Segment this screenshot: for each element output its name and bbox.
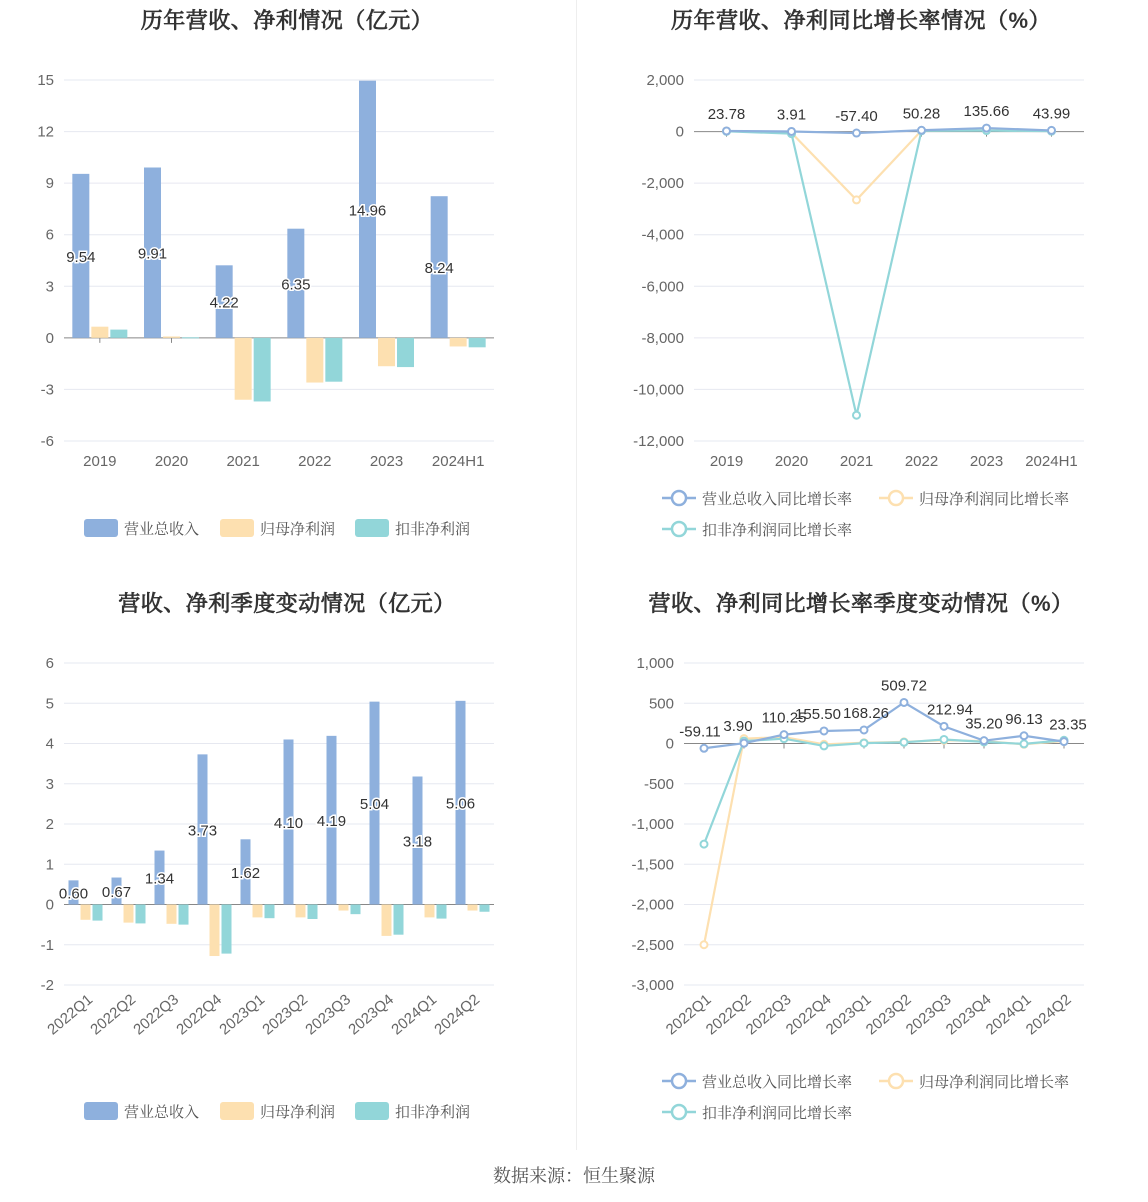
data-point	[701, 941, 708, 948]
bar	[235, 338, 252, 400]
bar	[93, 905, 103, 921]
x-tick-label: 2023Q3	[902, 991, 955, 1039]
bar	[265, 905, 275, 919]
point-value-label: 110.25	[761, 709, 807, 727]
data-point	[741, 740, 748, 747]
legend-marker	[672, 1105, 686, 1119]
x-tick-label: 2024H1	[431, 453, 485, 470]
legend-label: 营业总收入	[124, 521, 200, 538]
x-tick-label: 2019	[83, 453, 117, 470]
quarterly-revenue-profit-panel	[0, 583, 574, 1163]
x-tick-label: 2021	[226, 453, 260, 470]
legend-marker	[889, 491, 903, 505]
data-point	[853, 130, 860, 137]
data-point	[901, 699, 908, 706]
x-tick-label: 2020	[154, 453, 189, 470]
annual-revenue-profit-chart	[0, 0, 574, 580]
legend-marker	[672, 1074, 686, 1088]
data-point	[941, 723, 948, 730]
point-value-label: 135.66	[963, 103, 1010, 121]
y-tick-label: -3,000	[631, 977, 674, 994]
x-tick-label: 2022Q4	[173, 991, 226, 1039]
bar	[222, 905, 232, 954]
y-tick-label: -4,000	[641, 226, 684, 244]
bar-value-label: 0.60	[58, 885, 89, 903]
point-value-label: -59.11	[679, 723, 721, 741]
y-tick-label: -2	[40, 977, 54, 994]
x-tick-label: 2023Q2	[862, 991, 915, 1039]
y-tick-label: 0	[45, 329, 54, 347]
legend-label: 扣非净利润	[395, 521, 471, 538]
bar	[425, 905, 435, 918]
point-value-label: 212.94	[927, 701, 973, 719]
data-point	[701, 745, 708, 752]
y-tick-label: -1	[40, 936, 54, 954]
bar	[296, 905, 306, 918]
x-tick-label: 2022	[298, 453, 332, 470]
quarterly-growth-panel	[574, 583, 1148, 1163]
y-tick-label: 9	[45, 175, 54, 193]
x-tick-label: 2023Q4	[345, 991, 398, 1039]
x-tick-label: 2022Q2	[87, 991, 140, 1039]
bar	[394, 905, 404, 935]
x-tick-label: 2023Q1	[822, 991, 875, 1039]
y-tick-label: 0	[45, 896, 54, 914]
y-tick-label: -8,000	[641, 329, 684, 347]
y-tick-label: -1,000	[631, 816, 674, 833]
x-tick-label: 2022Q3	[742, 991, 795, 1039]
bar-value-label: 9.91	[137, 245, 168, 263]
y-tick-label: 2,000	[646, 72, 684, 89]
bar	[91, 327, 108, 338]
bar	[163, 336, 180, 337]
bar	[480, 905, 490, 912]
bar-value-label: 4.19	[316, 813, 347, 831]
bar	[210, 905, 220, 957]
bar	[437, 905, 447, 919]
point-value-label: 50.28	[902, 105, 941, 123]
y-tick-label: -12,000	[633, 433, 684, 450]
data-point	[821, 742, 828, 749]
y-tick-label: 12	[37, 123, 54, 141]
y-tick-label: 1	[45, 856, 54, 874]
data-point	[918, 127, 925, 134]
bar-value-label: 4.10	[273, 814, 304, 832]
legend-label: 扣非净利润同比增长率	[702, 522, 853, 539]
data-source-footer: 数据来源：恒生聚源	[493, 1166, 655, 1186]
legend-label: 营业总收入同比增长率	[702, 1074, 853, 1091]
y-tick-label: 6	[45, 655, 54, 672]
bar	[179, 905, 189, 925]
x-tick-label: 2023	[369, 453, 404, 470]
y-tick-label: 0	[675, 123, 684, 141]
quarterly-growth-chart	[574, 583, 1148, 1163]
legend-marker	[672, 522, 686, 536]
x-tick-label: 2023Q1	[216, 991, 269, 1039]
legend-label: 归母净利润同比增长率	[919, 1074, 1070, 1091]
point-value-label: 35.20	[965, 715, 1003, 733]
bar-value-label: 5.06	[445, 795, 476, 813]
x-tick-label: 2022Q4	[782, 991, 835, 1039]
bar	[110, 330, 127, 338]
bar	[351, 905, 361, 915]
legend-label: 归母净利润	[260, 1104, 336, 1121]
bar	[450, 338, 467, 347]
data-point	[781, 731, 788, 738]
bar	[253, 905, 263, 918]
bar	[469, 338, 486, 347]
data-point	[1021, 732, 1028, 739]
point-value-label: 3.91	[776, 106, 807, 124]
chart-title: 营收、净利季度变动情况（亿元）	[118, 591, 456, 616]
data-point	[1021, 740, 1028, 747]
point-value-label: 155.50	[795, 705, 841, 723]
legend-label: 扣非净利润	[395, 1104, 471, 1121]
y-tick-label: -2,000	[641, 175, 684, 193]
bar	[306, 338, 323, 383]
data-point	[981, 737, 988, 744]
bar-value-label: 1.62	[230, 864, 261, 882]
x-tick-label: 2019	[709, 453, 744, 470]
x-tick-label: 2023Q3	[302, 991, 355, 1039]
y-tick-label: -10,000	[633, 381, 684, 399]
legend-swatch	[220, 1102, 254, 1120]
y-tick-label: -500	[643, 775, 674, 793]
point-value-label: -57.40	[835, 108, 878, 126]
bar	[254, 338, 271, 402]
x-tick-label: 2024Q2	[431, 991, 484, 1039]
data-point	[861, 726, 868, 733]
y-tick-label: -3	[40, 381, 54, 399]
point-value-label: 23.78	[707, 105, 746, 123]
data-point	[723, 127, 730, 134]
y-tick-label: 1,000	[636, 655, 674, 672]
annual-growth-chart	[574, 0, 1148, 580]
y-tick-label: -1,500	[631, 856, 674, 874]
bar-value-label: 6.35	[281, 276, 311, 294]
series-line	[704, 737, 1064, 945]
y-tick-label: 3	[45, 278, 54, 296]
y-tick-label: 500	[648, 695, 674, 713]
data-point	[788, 128, 795, 135]
y-tick-label: 3	[45, 775, 54, 793]
series-line	[727, 131, 1052, 416]
x-tick-label: 2021	[839, 453, 874, 470]
point-value-label: 96.13	[1005, 710, 1043, 728]
data-point	[941, 736, 948, 743]
legend-marker	[889, 1074, 903, 1088]
point-value-label: 23.35	[1049, 716, 1087, 734]
data-point	[853, 412, 860, 419]
annual-revenue-profit-panel	[0, 0, 574, 580]
series-line	[727, 130, 1052, 200]
data-point	[901, 739, 908, 746]
legend-marker	[672, 491, 686, 505]
bar-value-label: 3.73	[187, 822, 218, 840]
x-tick-label: 2022Q2	[702, 991, 755, 1039]
series-line	[704, 739, 1064, 844]
x-tick-label: 2024Q1	[388, 991, 441, 1039]
legend-swatch	[84, 519, 118, 537]
y-tick-label: -2,500	[631, 936, 674, 954]
x-tick-label: 2023Q2	[259, 991, 312, 1039]
legend-swatch	[355, 519, 389, 537]
bar	[81, 905, 91, 920]
chart-title: 历年营收、净利情况（亿元）	[140, 8, 434, 33]
data-point	[1061, 738, 1068, 745]
annual-growth-panel	[574, 0, 1148, 580]
bar	[382, 905, 392, 936]
x-tick-label: 2022Q1	[44, 991, 97, 1039]
x-tick-label: 2022	[904, 453, 939, 470]
x-tick-label: 2024Q1	[982, 991, 1035, 1039]
bar	[339, 905, 349, 911]
data-point	[1048, 127, 1055, 134]
bar	[325, 338, 342, 382]
y-tick-label: -6	[40, 433, 54, 450]
bar-value-label: 5.04	[359, 796, 390, 814]
y-tick-label: 6	[45, 226, 54, 244]
bar	[397, 338, 414, 367]
bar-value-label: 4.22	[209, 294, 239, 312]
bar-value-label: 14.96	[348, 202, 387, 220]
bar-value-label: 1.34	[144, 870, 175, 888]
x-tick-label: 2024Q2	[1022, 991, 1075, 1039]
legend-label: 归母净利润	[260, 521, 336, 538]
y-tick-label: 5	[45, 695, 54, 713]
data-point	[861, 740, 868, 747]
bar	[378, 338, 395, 366]
x-tick-label: 2024H1	[1025, 453, 1078, 470]
data-point	[701, 841, 708, 848]
x-tick-label: 2022Q3	[130, 991, 183, 1039]
chart-title: 历年营收、净利同比增长率情况（%）	[670, 8, 1052, 33]
chart-title: 营收、净利同比增长率季度变动情况（%）	[648, 591, 1074, 616]
bar	[308, 905, 318, 919]
y-tick-label: 15	[37, 72, 54, 89]
data-point	[853, 196, 860, 203]
bar	[167, 905, 177, 924]
data-point	[821, 727, 828, 734]
x-tick-label: 2023Q4	[942, 991, 995, 1039]
y-tick-label: -6,000	[641, 278, 684, 296]
point-value-label: 3.90	[723, 718, 753, 736]
legend-swatch	[220, 519, 254, 537]
data-point	[983, 125, 990, 132]
legend-label: 扣非净利润同比增长率	[702, 1105, 853, 1122]
quarterly-revenue-profit-chart	[0, 583, 574, 1163]
y-tick-label: 4	[45, 735, 54, 753]
x-tick-label: 2023	[969, 453, 1004, 470]
bar-value-label: 9.54	[66, 248, 96, 266]
point-value-label: 168.26	[843, 704, 889, 722]
legend-label: 归母净利润同比增长率	[919, 491, 1070, 508]
x-tick-label: 2022Q1	[662, 991, 715, 1039]
y-tick-label: 2	[45, 816, 54, 833]
bar	[124, 905, 134, 923]
point-value-label: 43.99	[1032, 105, 1071, 123]
bar	[182, 337, 199, 338]
legend-label: 营业总收入	[124, 1104, 200, 1121]
bar-value-label: 3.18	[402, 833, 433, 851]
bar	[468, 905, 478, 911]
legend-label: 营业总收入同比增长率	[702, 491, 853, 508]
bar-value-label: 8.24	[424, 260, 454, 278]
legend-swatch	[355, 1102, 389, 1120]
bar	[136, 905, 146, 924]
bar-value-label: 0.67	[101, 884, 132, 902]
y-tick-label: 0	[665, 735, 674, 753]
y-tick-label: -2,000	[631, 896, 674, 914]
legend-swatch	[84, 1102, 118, 1120]
x-tick-label: 2020	[774, 453, 809, 470]
point-value-label: 509.72	[881, 677, 927, 695]
